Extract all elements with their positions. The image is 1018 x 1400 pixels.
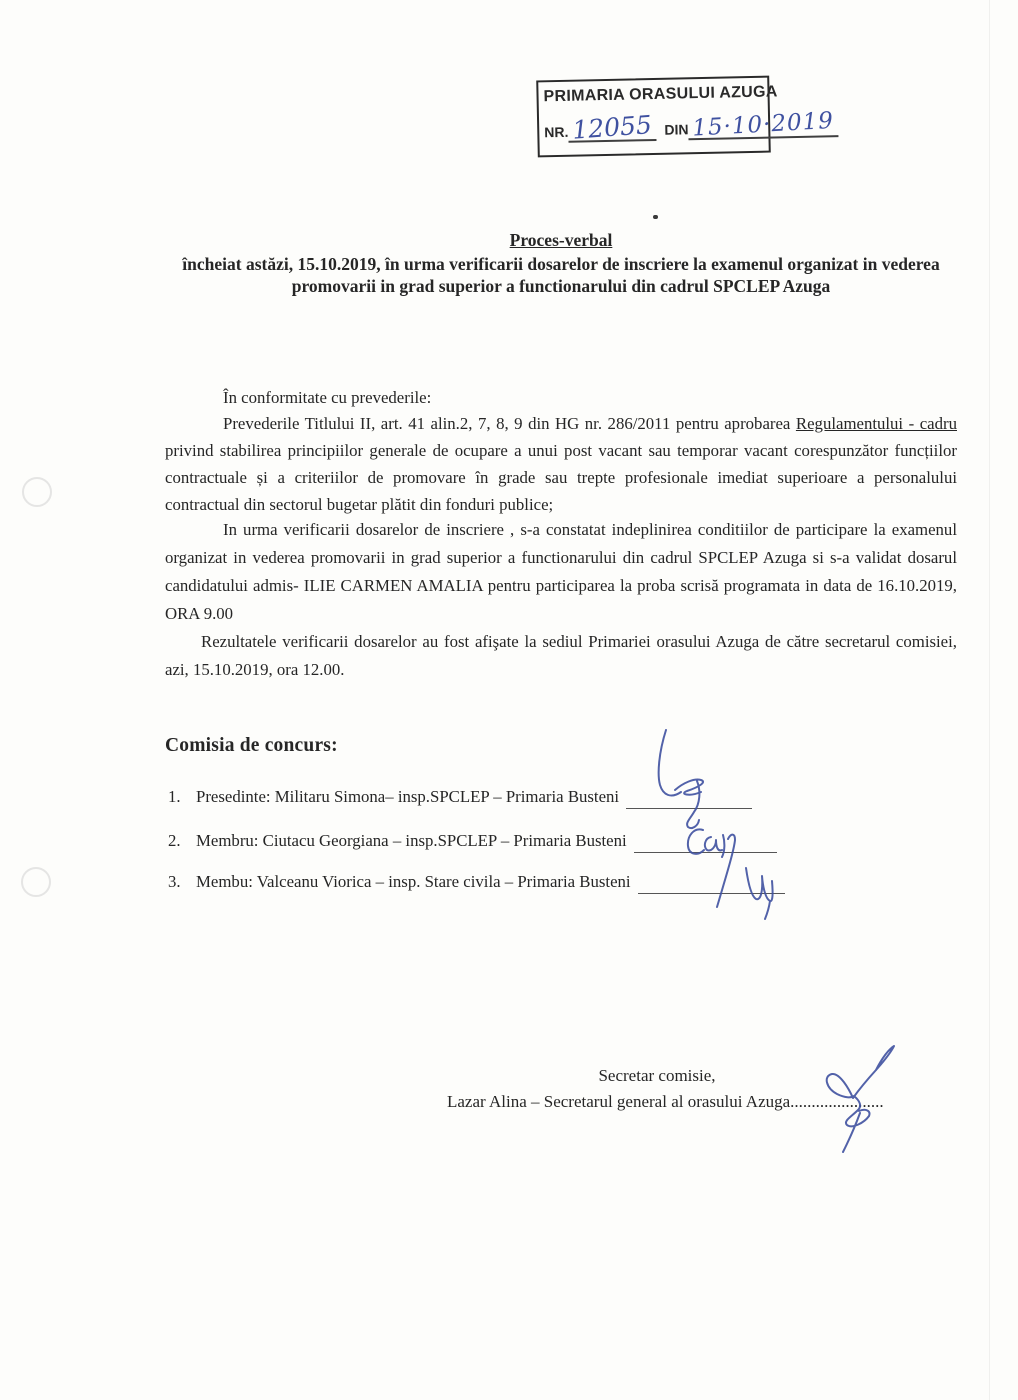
stamp-date-slot <box>688 109 839 140</box>
commission-member-2: Membru: Ciutacu Georgiana – insp.SPCLEP – Primaria Busteni <box>196 831 627 850</box>
secretary-role-line: Secretar comisie, <box>598 1066 716 1085</box>
legal-text-underlined: Regulamentului - cadru <box>795 414 957 433</box>
secretary-name: Lazar Alina – Secretarul general al orasului Azuga <box>447 1092 791 1111</box>
stamp-title: PRIMARIA ORASULUI AZUGA <box>543 83 778 106</box>
secretary-name-line <box>447 1092 884 1112</box>
hole-punch-mark-top <box>22 477 52 507</box>
signature-line-member-3 <box>638 874 785 894</box>
item-number: 3. <box>168 872 181 891</box>
stamp-din-label: DIN <box>664 121 689 138</box>
stamp-nr-slot <box>568 110 657 143</box>
signature-line-member-2 <box>634 833 777 853</box>
commission-member-president: Presedinte: Militaru Simona– insp.SPCLEP – Primaria Busteni <box>196 787 620 806</box>
commission-member-row <box>168 831 988 853</box>
commission-member-row <box>168 787 988 809</box>
item-number: 1. <box>168 787 181 806</box>
commission-member-row <box>168 872 988 894</box>
stamp-nr-label: NR. <box>544 123 569 141</box>
commission-member-3: Membu: Valceanu Viorica – insp. Stare civila – Primaria Busteni <box>196 872 631 891</box>
hole-punch-mark-bottom <box>21 867 51 897</box>
stamp-number-row <box>544 106 839 143</box>
paragraph-results: Rezultatele verificarii dosarelor au fost afişate la sediul Primariei orasului Azuga de către secretarul comisiei, azi, 15.10.2019, ora 12.00. <box>165 632 957 679</box>
handwritten-registration-number: 12055 <box>571 109 654 145</box>
paragraph-verification: In urma verificarii dosarelor de inscriere , s-a constatat indeplinirea conditiilor de participare la examenul organizat in vederea promovarii in grad superior a functionarului din cadrul SPCLEP Azuga si s-a validat dosarul candidatului admis- ILIE CARMEN AMALIA pentru participarea la proba scrisă programata in data de 16.10.2019, ORA 9.00 <box>165 520 957 623</box>
ink-speck <box>653 215 658 219</box>
paragraph-legal-basis <box>165 410 957 518</box>
handwritten-registration-date: 15·10·2019 <box>692 107 835 142</box>
document-title: Proces-verbal <box>509 230 613 250</box>
document-title-row <box>165 230 957 251</box>
paragraph-intro: În conformitate cu prevederile: <box>223 388 432 407</box>
secretary-dotted-line: ...................... <box>790 1092 884 1111</box>
signature-line-president <box>626 789 752 809</box>
legal-text-pre: Prevederile Titlului II, art. 41 alin.2, 7, 8, 9 din HG nr. 286/2011 pentru aprobarea <box>223 414 796 433</box>
legal-text-post: privind stabilirea principiilor generale de ocupare a unui post vacant sau temporar vacant corespunzător funcțiilor contractuale și a criteriilor de promovare în grade sau trepte profesionale imediat superioare a personalului contractual din sectorul bugetar plătit din fonduri publice; <box>165 441 957 514</box>
commission-heading: Comisia de concurs: <box>165 735 338 756</box>
registration-stamp <box>536 76 835 158</box>
document-subtitle: încheiat astăzi, 15.10.2019, în urma verificarii dosarelor de inscriere la examenul organizat in vederea promovarii in grad superior a functionarului din cadrul SPCLEP Azuga <box>182 254 940 296</box>
scan-edge-line <box>989 0 990 1400</box>
item-number: 2. <box>168 831 181 850</box>
